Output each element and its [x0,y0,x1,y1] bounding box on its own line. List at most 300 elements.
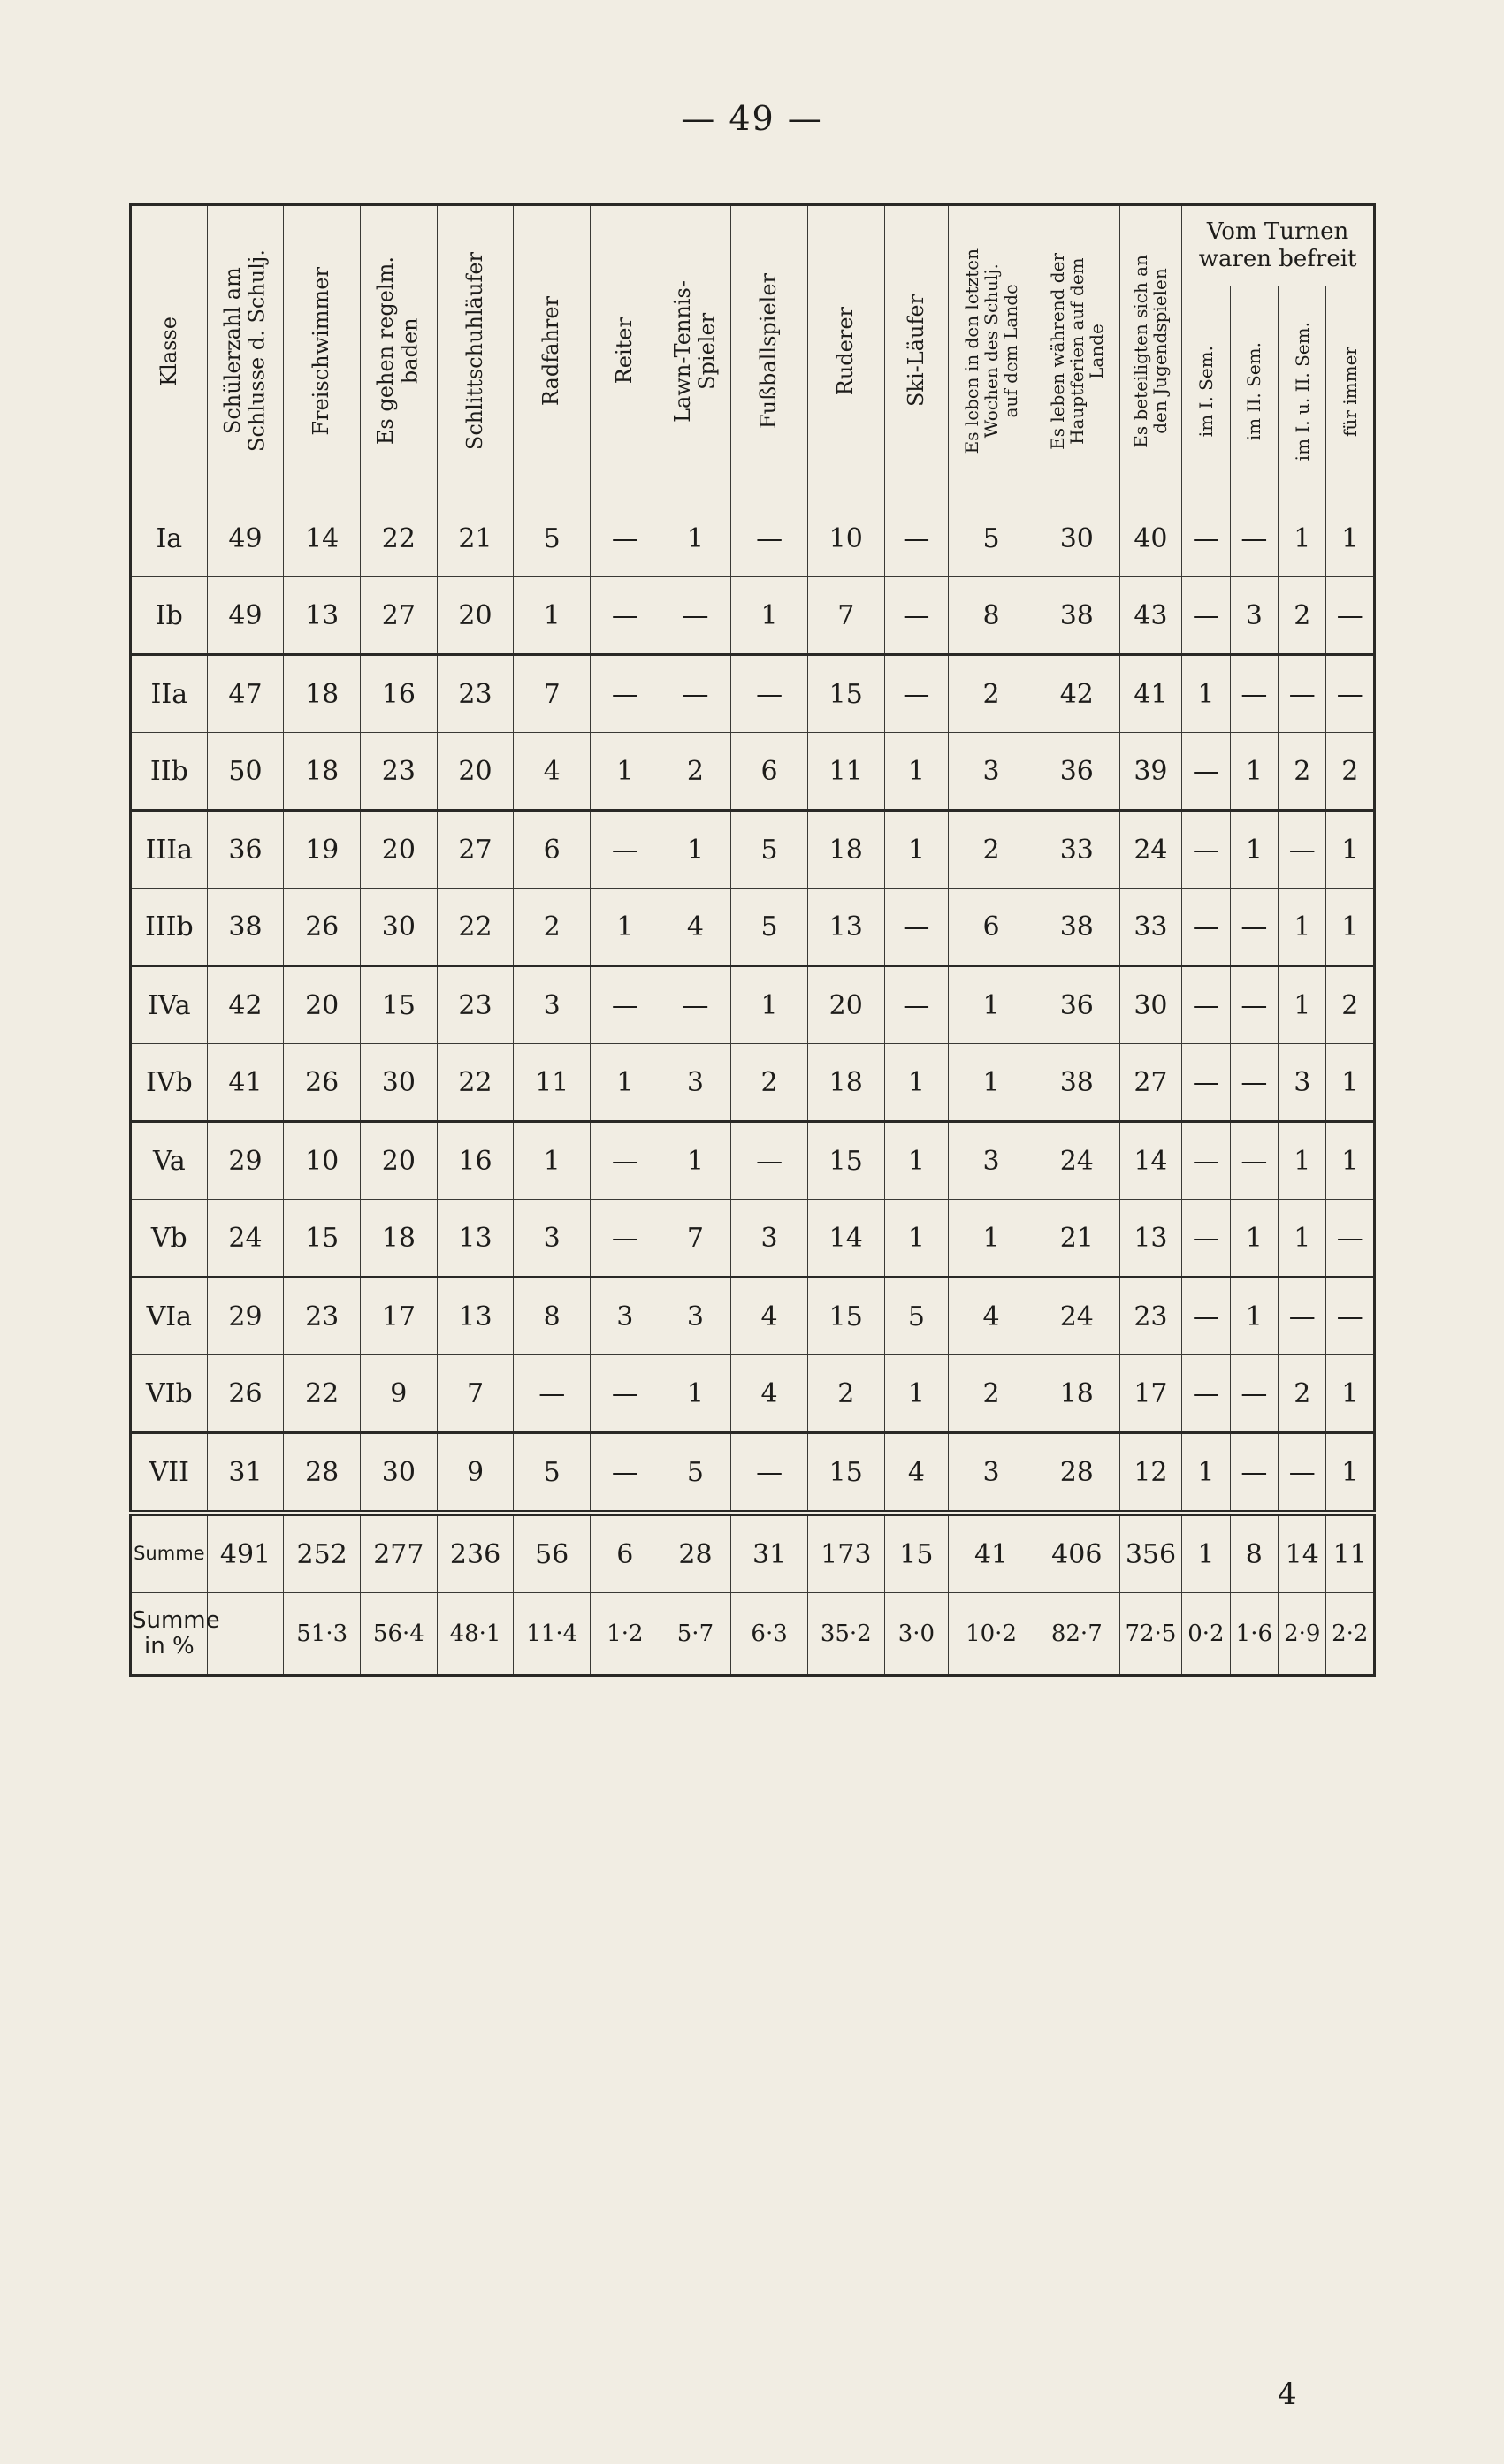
sum-cell: 56 [514,1514,591,1593]
sum-cell: 8 [1230,1514,1278,1593]
table-cell: 1 [591,733,660,811]
table-cell: 13 [284,577,361,655]
sum-cell: 11 [1326,1514,1375,1593]
table-cell: 20 [284,966,361,1044]
table-cell: — [591,500,660,577]
table-cell: 43 [1119,577,1182,655]
sum-cell: 236 [437,1514,514,1593]
class-cell: Vb [131,1200,208,1278]
percent-cell: 1·6 [1230,1593,1278,1676]
table-cell: 50 [207,733,284,811]
table-cell: 39 [1119,733,1182,811]
table-cell: 49 [207,577,284,655]
table-cell: 1 [1326,1433,1375,1514]
table-cell: 12 [1119,1433,1182,1514]
table-cell: 1 [1230,1278,1278,1355]
table-cell: 18 [1034,1355,1119,1433]
header-row [131,205,1375,286]
table-cell: 33 [1034,811,1119,889]
column-header-label: im II. Sem. [1243,342,1265,441]
table-row [131,1433,1375,1514]
table-cell: 5 [660,1433,731,1514]
table-cell: 26 [207,1355,284,1433]
table-cell: 13 [1119,1200,1182,1278]
table-cell: — [1182,889,1230,966]
table-cell: 1 [1326,1044,1375,1122]
table-cell: 5 [514,1433,591,1514]
group-header-label: Vom Turnen waren befreit [1198,217,1357,273]
table-cell: 20 [437,733,514,811]
percent-cell: 51·3 [284,1593,361,1676]
column-header [207,205,284,500]
table-cell: 23 [437,966,514,1044]
table-cell: — [591,655,660,733]
table-cell: — [591,1122,660,1200]
table-row [131,577,1375,655]
table-cell: — [1182,811,1230,889]
class-cell: IIb [131,733,208,811]
column-header [591,205,660,500]
sum-cell: 41 [949,1514,1034,1593]
percent-cell: 2·2 [1326,1593,1375,1676]
table-cell: 22 [361,500,438,577]
table-cell: — [1326,1200,1375,1278]
table-cell: 23 [361,733,438,811]
table-cell: 47 [207,655,284,733]
table-cell: 38 [1034,1044,1119,1122]
group-header [1182,205,1375,286]
table-cell: 40 [1119,500,1182,577]
page-number: — 49 — [681,99,823,138]
sum-cell: 491 [207,1514,284,1593]
table-cell: 21 [1034,1200,1119,1278]
table-cell: 2 [660,733,731,811]
table-cell: 21 [437,500,514,577]
table-cell: 31 [207,1433,284,1514]
table-cell: 22 [284,1355,361,1433]
table-cell: 38 [207,889,284,966]
table-cell: — [1182,500,1230,577]
table-cell: 10 [284,1122,361,1200]
percent-cell: 3·0 [884,1593,949,1676]
sum-cell: 356 [1119,1514,1182,1593]
percent-row [131,1593,1375,1676]
percent-cell: 0·2 [1182,1593,1230,1676]
table-cell: 24 [1034,1278,1119,1355]
table-cell: — [660,577,731,655]
table-cell: 16 [361,655,438,733]
table-cell: 18 [361,1200,438,1278]
table-cell: — [1182,577,1230,655]
table-cell: 17 [361,1278,438,1355]
column-header [949,205,1034,500]
table-cell: 9 [361,1355,438,1433]
table-cell: — [1279,811,1326,889]
table-cell: 6 [514,811,591,889]
table-cell: 18 [807,1044,884,1122]
column-header [884,205,949,500]
table-cell: 27 [1119,1044,1182,1122]
table-cell: 1 [1279,966,1326,1044]
table-cell: — [1182,1278,1230,1355]
table-cell: 1 [1326,1122,1375,1200]
class-cell: IVb [131,1044,208,1122]
table-cell: — [1182,733,1230,811]
table-cell: 1 [660,811,731,889]
table-cell: 1 [1326,811,1375,889]
column-header-label: Es gehen regelm. baden [373,256,423,446]
column-header [1326,286,1375,500]
table-cell: 1 [514,577,591,655]
table-row [131,1200,1375,1278]
table-cell: 1 [1279,1122,1326,1200]
table-cell: 30 [1034,500,1119,577]
table-cell: — [731,1433,808,1514]
column-header-label: Fußballspieler [756,272,782,430]
table-cell: — [884,577,949,655]
percent-cell: 11·4 [514,1593,591,1676]
table-cell: 6 [949,889,1034,966]
table-cell: 15 [807,1278,884,1355]
percent-cell: 5·7 [660,1593,731,1676]
table-cell: 14 [284,500,361,577]
table-cell: — [1230,655,1278,733]
table-cell: 3 [591,1278,660,1355]
column-header-label: Klasse [156,316,181,386]
table-cell: — [591,1355,660,1433]
table-cell: 1 [1182,1433,1230,1514]
table-cell: 15 [807,655,884,733]
table-cell: 28 [284,1433,361,1514]
table-cell: — [1326,655,1375,733]
class-cell: Ib [131,577,208,655]
class-cell: IIIb [131,889,208,966]
table-cell: 4 [884,1433,949,1514]
table-cell: — [591,966,660,1044]
column-header-label: Es beteiligten sich an den Jugendspielen [1130,254,1172,448]
table-cell: 15 [807,1433,884,1514]
table-row [131,1044,1375,1122]
table-cell: 2 [731,1044,808,1122]
table-cell: 36 [1034,733,1119,811]
sum-cell: 15 [884,1514,949,1593]
percent-cell: 6·3 [731,1593,808,1676]
table-row [131,500,1375,577]
table-cell: 2 [1279,577,1326,655]
table-cell: — [660,655,731,733]
table-cell: 30 [361,1433,438,1514]
percent-cell: 10·2 [949,1593,1034,1676]
class-cell: IIa [131,655,208,733]
column-header [284,205,361,500]
table-row [131,966,1375,1044]
table-cell: 6 [731,733,808,811]
percent-cell: 82·7 [1034,1593,1119,1676]
table-cell: 36 [207,811,284,889]
table-cell: — [884,889,949,966]
table-cell: 30 [361,889,438,966]
table-cell: 2 [514,889,591,966]
table-cell: 20 [437,577,514,655]
table-cell: 5 [731,889,808,966]
table-cell: 7 [514,655,591,733]
table-cell: 22 [437,889,514,966]
table-cell: — [591,1200,660,1278]
table-cell: 1 [949,1200,1034,1278]
table-row [131,889,1375,966]
table-cell: 41 [207,1044,284,1122]
table-cell: 2 [807,1355,884,1433]
sum-cell: 1 [1182,1514,1230,1593]
table-cell: 11 [807,733,884,811]
table-cell: 5 [514,500,591,577]
percent-cell: 48·1 [437,1593,514,1676]
table-cell: 1 [591,889,660,966]
table-cell: 5 [884,1278,949,1355]
table-cell: 9 [437,1433,514,1514]
table-cell: — [731,655,808,733]
class-cell: Ia [131,500,208,577]
table-cell: 13 [437,1200,514,1278]
table-cell: 1 [884,1200,949,1278]
sum-cell: 252 [284,1514,361,1593]
column-header [731,205,808,500]
table-cell: — [1230,1433,1278,1514]
table-cell: — [1230,1122,1278,1200]
table-cell: — [731,500,808,577]
column-header [807,205,884,500]
table-cell: 4 [731,1278,808,1355]
table-cell: 24 [1034,1122,1119,1200]
table-cell: 13 [437,1278,514,1355]
table-cell: 24 [207,1200,284,1278]
table-cell: — [1182,1200,1230,1278]
sum-cell: 277 [361,1514,438,1593]
table-cell: 26 [284,1044,361,1122]
column-header-label: Schlittschuhläufer [462,251,487,451]
sum-cell: 173 [807,1514,884,1593]
table-cell: 24 [1119,811,1182,889]
table-cell: 1 [1230,1200,1278,1278]
class-cell: IVa [131,966,208,1044]
table-cell: — [1182,1122,1230,1200]
sum-cell: 14 [1279,1514,1326,1593]
table-cell: 26 [284,889,361,966]
column-header-label: Freischwimmer [309,266,334,436]
table-cell: 2 [949,1355,1034,1433]
table-cell: 18 [284,733,361,811]
table-cell: 20 [361,811,438,889]
table-cell: — [1230,1355,1278,1433]
table-cell: 20 [361,1122,438,1200]
table-cell: 1 [1279,1200,1326,1278]
table-cell: — [1279,1278,1326,1355]
table-cell: 42 [207,966,284,1044]
table-cell: 1 [660,1122,731,1200]
table-row [131,1122,1375,1200]
table-cell: 4 [660,889,731,966]
column-header-label: im I. u. II. Sem. [1291,321,1313,462]
table-cell: 1 [1279,500,1326,577]
table-cell: — [731,1122,808,1200]
table-cell: 3 [1230,577,1278,655]
table-cell: 30 [361,1044,438,1122]
table-cell: 17 [1119,1355,1182,1433]
table-cell: 1 [731,577,808,655]
class-cell: Va [131,1122,208,1200]
column-header-label: Lawn-Tennis- Spieler [669,279,720,423]
table-cell: 27 [361,577,438,655]
table-cell: 3 [514,966,591,1044]
table-cell: — [884,500,949,577]
percent-cell: 72·5 [1119,1593,1182,1676]
table-cell: — [514,1355,591,1433]
table-cell: — [1230,500,1278,577]
table-cell: 1 [884,733,949,811]
table-cell: 23 [1119,1278,1182,1355]
column-header-label: Radfahrer [538,295,564,407]
table-cell: 3 [660,1044,731,1122]
sum-row [131,1514,1375,1593]
sports-statistics-table [129,203,1376,1677]
column-header [1034,205,1119,500]
table-cell: 3 [731,1200,808,1278]
table-cell: 4 [731,1355,808,1433]
table-cell: 14 [807,1200,884,1278]
column-header [361,205,438,500]
table-cell: 20 [807,966,884,1044]
class-cell: VIb [131,1355,208,1433]
table-cell: — [1230,889,1278,966]
table-cell: 7 [807,577,884,655]
table-cell: 1 [1230,811,1278,889]
table-cell: 15 [284,1200,361,1278]
column-header [1119,205,1182,500]
column-header [131,205,208,500]
table-cell: 1 [660,500,731,577]
column-header-label: Reiter [612,317,637,385]
table-cell: — [884,655,949,733]
table-cell: 1 [884,811,949,889]
column-header [660,205,731,500]
table-cell: 1 [884,1122,949,1200]
percent-cell: 1·2 [591,1593,660,1676]
table-cell: 18 [284,655,361,733]
sum-cell: 28 [660,1514,731,1593]
table-cell: 49 [207,500,284,577]
table-cell: 1 [591,1044,660,1122]
table-cell: 1 [949,966,1034,1044]
table-cell: 4 [514,733,591,811]
table-cell: 14 [1119,1122,1182,1200]
table-cell: 11 [514,1044,591,1122]
table-cell: 2 [949,655,1034,733]
table-cell: — [1182,1044,1230,1122]
column-header [437,205,514,500]
table-cell: 1 [1182,655,1230,733]
table-row [131,733,1375,811]
table-cell: 10 [807,500,884,577]
column-header-label: Ruderer [832,306,858,396]
percent-label: Summe in % [131,1593,208,1676]
table-cell: 8 [949,577,1034,655]
table-cell: — [1279,655,1326,733]
table-cell: 28 [1034,1433,1119,1514]
table-cell: 27 [437,811,514,889]
table-cell: 18 [807,811,884,889]
table-cell: 1 [949,1044,1034,1122]
table-cell: 29 [207,1122,284,1200]
table-cell: — [591,577,660,655]
table-cell: 3 [949,1122,1034,1200]
table-row [131,1278,1375,1355]
table-cell: — [1182,1355,1230,1433]
class-cell: IIIa [131,811,208,889]
table-cell: 19 [284,811,361,889]
table-cell: 13 [807,889,884,966]
sum-cell: 406 [1034,1514,1119,1593]
table-cell: 2 [1279,733,1326,811]
table-cell: 8 [514,1278,591,1355]
table-cell: — [1326,577,1375,655]
table-cell: 1 [1230,733,1278,811]
column-header [514,205,591,500]
table-cell: 15 [807,1122,884,1200]
class-cell: VIa [131,1278,208,1355]
percent-cell: 2·9 [1279,1593,1326,1676]
table-cell: 3 [660,1278,731,1355]
footer-mark: 4 [1278,2376,1297,2412]
sum-cell: 6 [591,1514,660,1593]
table-cell: 36 [1034,966,1119,1044]
table-cell: 15 [361,966,438,1044]
percent-cell: 56·4 [361,1593,438,1676]
table-cell: — [660,966,731,1044]
table-cell: 29 [207,1278,284,1355]
sum-cell: 31 [731,1514,808,1593]
table-cell: 3 [949,1433,1034,1514]
table-cell: 1 [1279,889,1326,966]
class-cell: VII [131,1433,208,1514]
table-cell: — [1230,966,1278,1044]
column-header-label: für immer [1339,346,1361,437]
percent-cell: 35·2 [807,1593,884,1676]
table-row [131,1355,1375,1433]
table-cell: 1 [1326,500,1375,577]
column-header [1182,286,1230,500]
table-cell: — [884,966,949,1044]
table-cell: 38 [1034,889,1119,966]
table-cell: 2 [1326,966,1375,1044]
table-cell: 3 [1279,1044,1326,1122]
table-row [131,811,1375,889]
table-cell: 42 [1034,655,1119,733]
table-cell: 23 [284,1278,361,1355]
table-cell: 3 [949,733,1034,811]
table-cell: 41 [1119,655,1182,733]
sum-label: Summe [131,1514,208,1593]
table-row [131,655,1375,733]
table-cell: 1 [884,1044,949,1122]
table-cell: 1 [1326,1355,1375,1433]
table-cell: 2 [1326,733,1375,811]
table-cell: 7 [660,1200,731,1278]
table-cell: 33 [1119,889,1182,966]
column-header-label: Es leben während der Hauptferien auf dem Lande [1046,252,1107,450]
table-cell: 1 [1326,889,1375,966]
table-cell: 22 [437,1044,514,1122]
column-header-label: im I. Sem. [1195,346,1217,438]
